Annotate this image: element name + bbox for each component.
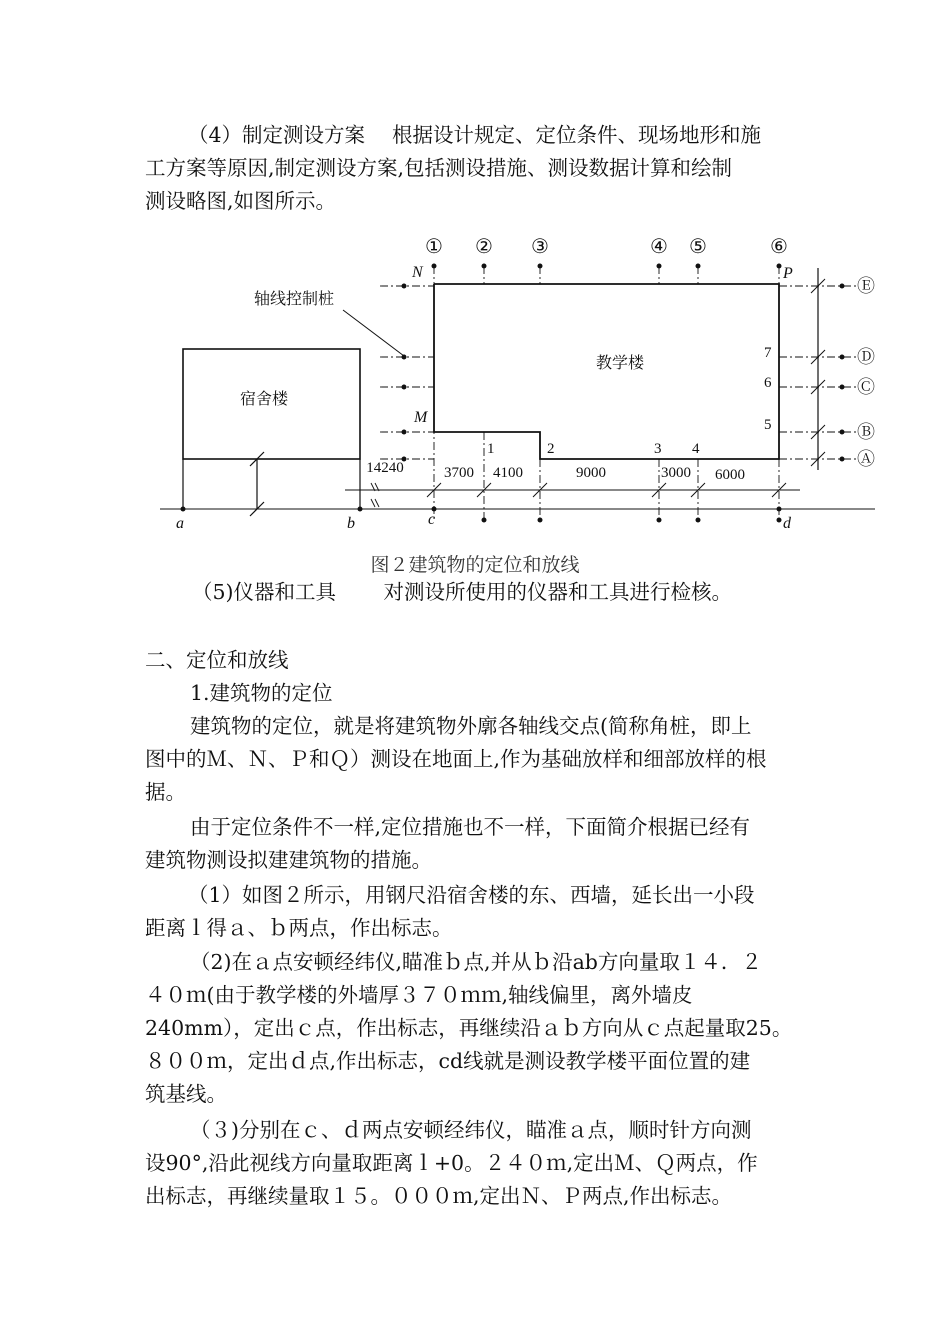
corner-m: M [414, 409, 428, 426]
point-b: b [347, 515, 355, 532]
section-heading-2: 二、定位和放线 [145, 648, 289, 672]
row-label-b: Ⓑ [857, 422, 875, 442]
dim-9000: 9000 [576, 465, 606, 481]
intro-line-3: 测设略图,如图所示。 [145, 189, 337, 213]
axis-label-3: ③ [531, 236, 549, 258]
para4-line-4: ８００ｍ，定出ｄ点,作出标志，cd线就是测设教学楼平面位置的建 [145, 1049, 751, 1073]
right-num-5: 5 [764, 417, 772, 433]
para1-line-3: 据。 [145, 780, 186, 804]
subsection-heading-1: 1.建筑物的定位 [190, 681, 333, 705]
dim-6000: 6000 [715, 467, 745, 483]
para4-line-5: 筑基线。 [145, 1082, 227, 1106]
row-label-e: Ⓔ [857, 276, 875, 296]
axis-label-4: ④ [650, 236, 668, 258]
dim-3000: 3000 [661, 465, 691, 481]
row-label-d: Ⓓ [857, 347, 875, 367]
dormitory-label: 宿舍楼 [240, 391, 289, 408]
para5-line-2: 设90°,沿此视线方向量取距离ｌ+0。２４０ｍ,定出Ｍ、Ｑ两点，作 [145, 1151, 758, 1175]
figure-caption: 图２建筑物的定位和放线 [370, 554, 580, 576]
right-num-6: 6 [764, 375, 772, 391]
para4-line-2: ４０ｍ(由于教学楼的外墙厚３７０ｍｍ,轴线偏里，离外墙皮 [145, 983, 693, 1007]
tools-line: （5)仪器和工具 对测设所使用的仪器和工具进行检核。 [192, 580, 733, 604]
row-label-c: Ⓒ [857, 377, 875, 397]
corner-n: N [412, 264, 423, 281]
para3-line-2: 距离ｌ得ａ、ｂ两点，作出标志。 [145, 916, 453, 940]
point-c: c [428, 511, 436, 528]
axis-label-6: ⑥ [770, 236, 788, 258]
para1-line-1: 建筑物的定位，就是将建筑物外廓各轴线交点(简称角桩，即上 [190, 714, 752, 738]
axis-label-5: ⑤ [689, 236, 707, 258]
teaching-building-label: 教学楼 [596, 355, 645, 372]
corner-p: P [783, 265, 793, 282]
dim-offset: 14240 [366, 460, 404, 476]
intro-line-1: （4）制定测设方案 根据设计规定、定位条件、现场地形和施 [188, 123, 762, 147]
axis-label-1: ① [425, 236, 443, 258]
para2-line-2: 建筑物测设拟建建筑物的措施。 [145, 848, 432, 872]
para1-line-2: 图中的Ｍ、Ｎ、Ｐ和Ｑ）测设在地面上,作为基础放样和细部放样的根 [145, 747, 767, 771]
para5-line-1: （３)分别在ｃ、ｄ两点安顿经纬仪，瞄准ａ点，顺时针方向测 [190, 1118, 752, 1142]
bottom-num-1: 1 [487, 441, 495, 457]
control-pile-label: 轴线控制桩 [254, 291, 335, 308]
point-d: d [783, 515, 791, 532]
right-num-7: 7 [764, 345, 772, 361]
dim-4100: 4100 [493, 465, 523, 481]
axis-label-2: ② [475, 236, 493, 258]
bottom-num-2: 2 [547, 441, 555, 457]
para2-line-1: 由于定位条件不一样,定位措施也不一样，下面简介根据已经有 [190, 815, 751, 839]
row-label-a: Ⓐ [857, 449, 875, 469]
para3-line-1: （1）如图２所示，用钢尺沿宿舍楼的东、西墙，延长出一小段 [188, 883, 755, 907]
dim-3700: 3700 [444, 465, 474, 481]
para4-line-1: （2)在ａ点安顿经纬仪,瞄准ｂ点,并从ｂ沿ab方向量取１４．２ [190, 950, 762, 974]
bottom-num-4: 4 [692, 441, 700, 457]
point-a: a [176, 515, 184, 532]
intro-line-2: 工方案等原因,制定测设方案,包括测设措施、测设数据计算和绘制 [145, 156, 733, 180]
para4-line-3: 240mm），定出ｃ点，作出标志，再继续沿ａｂ方向从ｃ点起量取25。 [145, 1016, 793, 1040]
para5-line-3: 出标志，再继续量取１５。０００ｍ,定出Ｎ、Ｐ两点,作出标志。 [145, 1184, 733, 1208]
bottom-num-3: 3 [654, 441, 662, 457]
building-layout-figure [0, 225, 950, 545]
